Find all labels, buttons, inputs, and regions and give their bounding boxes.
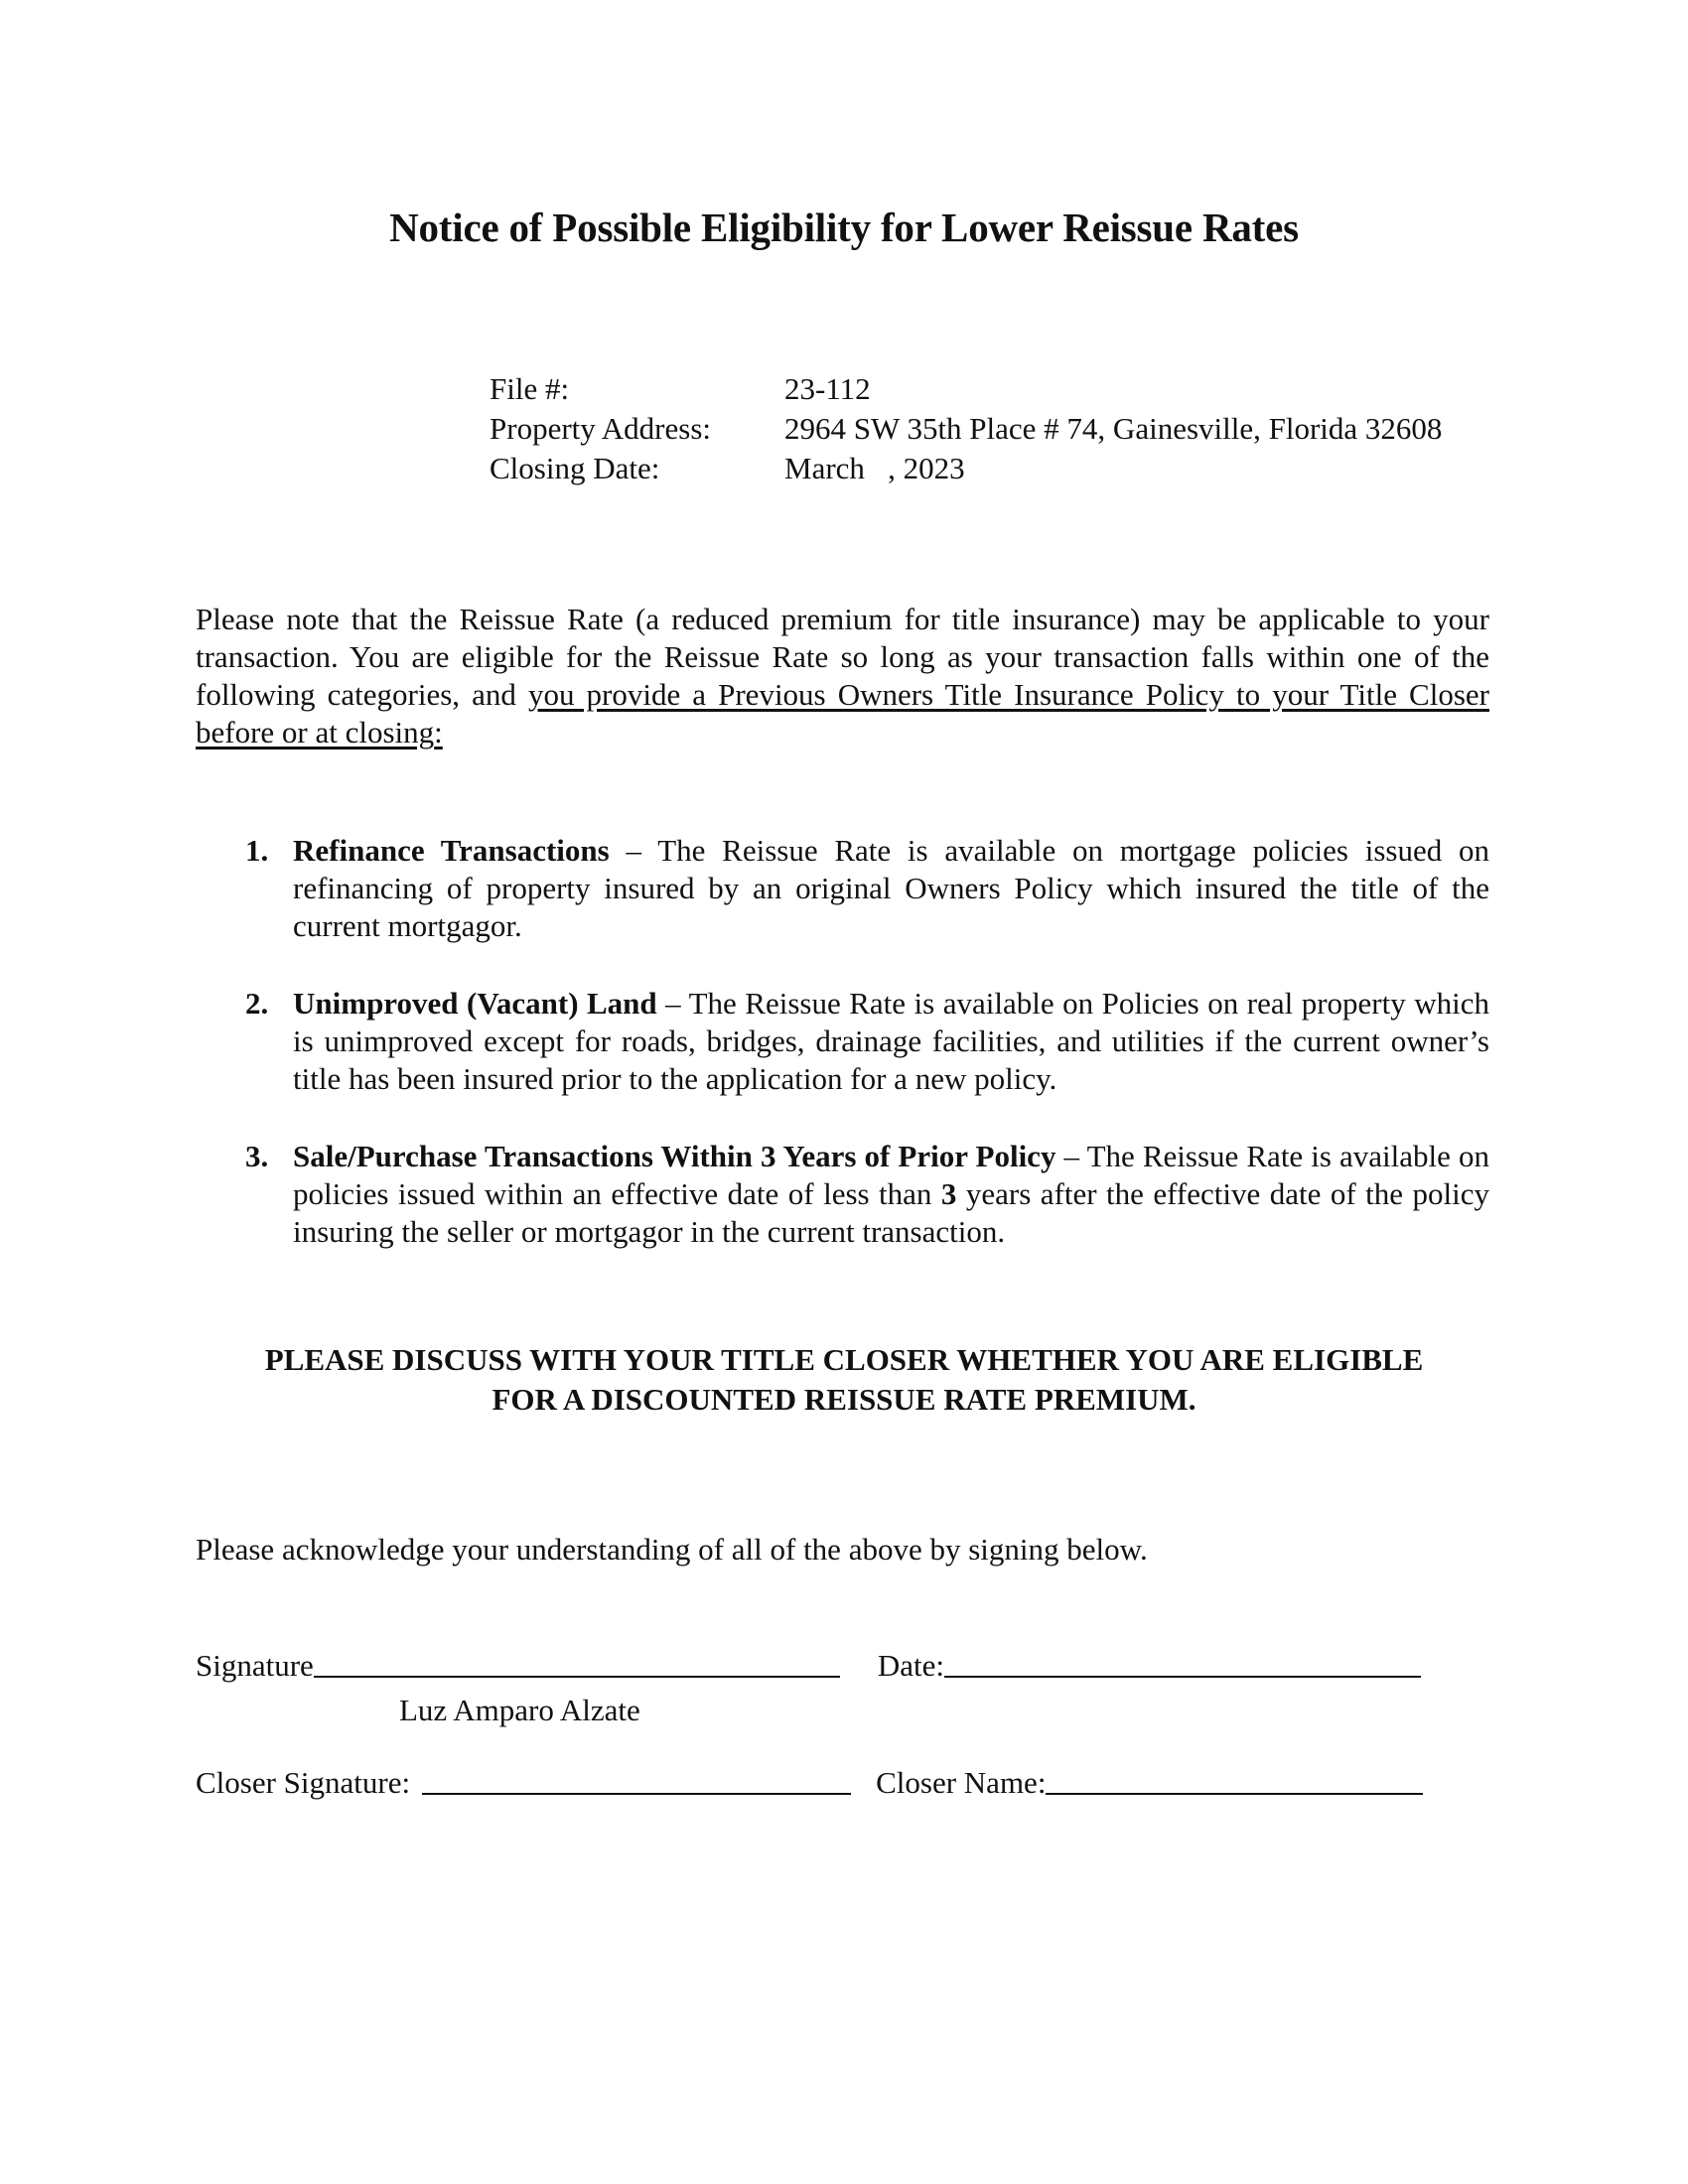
- file-number-row: [490, 369, 1442, 409]
- property-address-label: Property Address:: [490, 411, 712, 446]
- property-address-row: [490, 409, 1442, 449]
- category-item: [196, 985, 1489, 1098]
- intro-paragraph: [196, 601, 1489, 751]
- category-text: [293, 985, 1489, 1098]
- intro-underlined-requirement: you provide a Previous Owners Title Insurance Policy to your Title Closer before or at closing: [196, 677, 1489, 750]
- category-number: 2.: [245, 986, 269, 1021]
- category-dash: –: [656, 986, 689, 1021]
- notice-line-1: PLEASE DISCUSS WITH YOUR TITLE CLOSER WHETHER YOU ARE ELIGIBLE: [264, 1342, 1424, 1377]
- file-details: [490, 369, 1442, 488]
- category-body-after: years after the effective date of the policy insuring the seller or mortgagor in the current transaction.: [293, 1176, 1489, 1249]
- property-address-value: 2964 SW 35th Place # 74, Gainesville, Florida 32608: [784, 411, 1443, 446]
- categories-list: [196, 832, 1489, 1291]
- category-dash: –: [609, 833, 658, 868]
- category-body-bold: 3: [940, 1176, 957, 1211]
- category-heading: Sale/Purchase Transactions Within 3 Years of Prior Policy: [293, 1139, 1056, 1173]
- date-label: Date:: [877, 1648, 944, 1683]
- document-title: Notice of Possible Eligibility for Lower Reissue Rates: [389, 205, 1299, 250]
- notice-line-2: FOR A DISCOUNTED REISSUE RATE PREMIUM.: [492, 1382, 1196, 1417]
- category-number: 3.: [245, 1139, 269, 1173]
- closer-signature-row: [196, 1765, 1423, 1801]
- closing-date-row: [490, 449, 1442, 488]
- closing-date-label: Closing Date:: [490, 451, 660, 485]
- closer-name-label: Closer Name:: [876, 1765, 1047, 1800]
- file-number-value: 23-112: [784, 371, 871, 406]
- closing-date-value: March , 2023: [784, 451, 965, 485]
- category-item: [196, 1138, 1489, 1251]
- signature-label: Signature: [196, 1648, 314, 1683]
- category-number: 1.: [245, 833, 269, 868]
- acknowledgement-text: Please acknowledge your understanding of all of the above by signing below.: [196, 1532, 1148, 1567]
- category-heading: Refinance Transactions: [293, 833, 610, 868]
- file-number-label: File #:: [490, 371, 570, 406]
- intro-end: :: [434, 715, 443, 750]
- category-heading: Unimproved (Vacant) Land: [293, 986, 657, 1021]
- signature-line[interactable]: [314, 1676, 840, 1678]
- signer-name: Luz Amparo Alzate: [399, 1693, 640, 1727]
- closer-name-line[interactable]: [1046, 1793, 1423, 1795]
- category-text: [293, 1138, 1489, 1251]
- category-text: [293, 832, 1489, 945]
- date-line[interactable]: [944, 1676, 1421, 1678]
- category-body: The Reissue Rate is available on Policies on real property which is unimproved except for roads, bridges, drainage facilities, and utilities if the current owner’s title has been insured prior to the application for a new policy.: [293, 986, 1489, 1096]
- discuss-notice: [0, 1340, 1688, 1420]
- closer-signature-line[interactable]: [422, 1793, 851, 1795]
- category-item: [196, 832, 1489, 945]
- intro-text: Please note that the Reissue Rate (a reduced premium for title insurance) may be applicable to your transaction. You are eligible for the Reissue Rate so long as your transaction falls within one of the following categories, and: [196, 602, 1489, 712]
- signature-row: [196, 1648, 1421, 1684]
- category-body-before: The Reissue Rate is available on policies issued within an effective date of less than: [293, 1139, 1489, 1211]
- closer-signature-label: Closer Signature:: [196, 1765, 411, 1800]
- category-dash: –: [1055, 1139, 1087, 1173]
- category-body: The Reissue Rate is available on mortgage policies issued on refinancing of property insured by an original Owners Policy which insured the title of the current mortgagor.: [293, 833, 1490, 943]
